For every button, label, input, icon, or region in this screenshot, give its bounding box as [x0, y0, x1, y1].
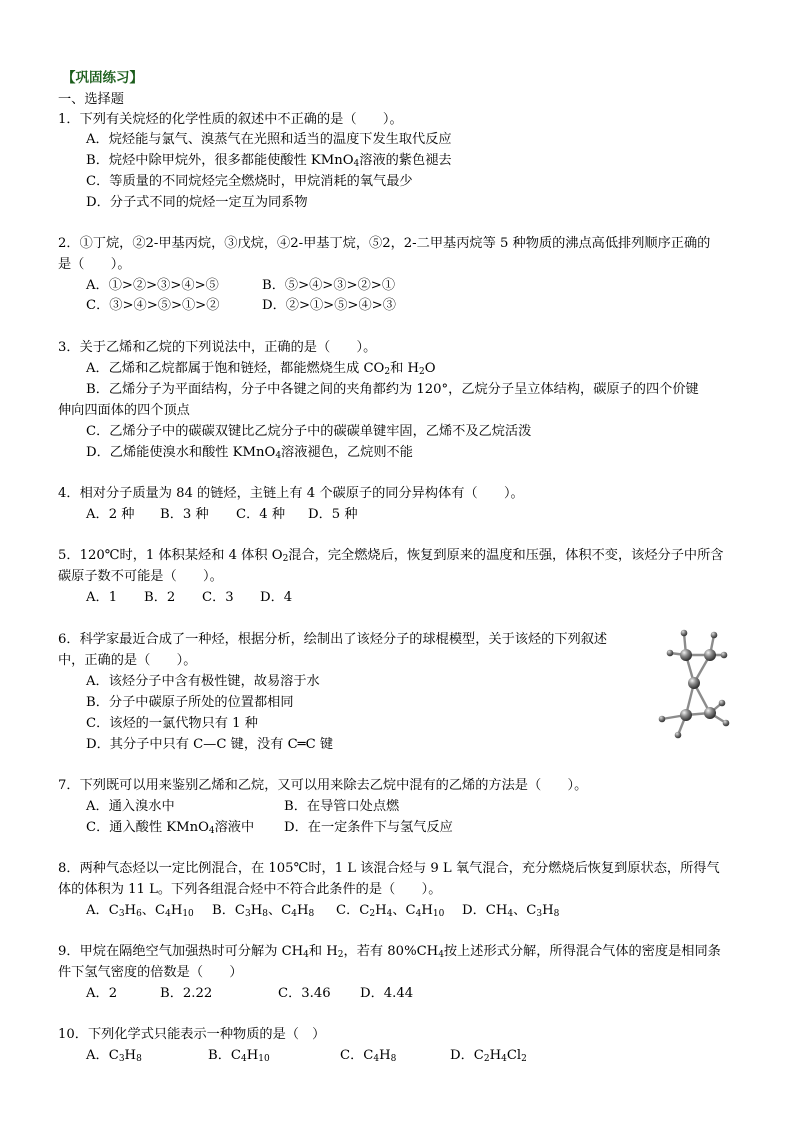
- question-2-option-b: B．⑤>④>③>②>①: [262, 278, 396, 293]
- question-4-option-c: C．4 种: [236, 507, 286, 522]
- question-7-option-c: C．通入酸性 KMnO$_4$溶液中: [86, 820, 255, 836]
- question-1-option-d: D．分子式不同的烷烃一定互为同系物: [86, 195, 308, 210]
- question-5-stem-line1: 5．120℃时，1 体积某烃和 4 体积 $O_2$混合，完全燃烧后，恢复到原来的温度和压强，体积不变，该烃分子中所含: [58, 548, 724, 564]
- question-4-stem: 4．相对分子质量为 84 的链烃，主链上有 4 个碳原子的同分异构体有（ ）。: [58, 486, 524, 501]
- question-3-option-b-line1: B．乙烯分子为平面结构，分子中各键之间的夹角都约为 120°，乙烷分子呈立体结构，碳原子的四个价键: [86, 382, 699, 397]
- question-6-option-b: B．分子中碳原子所处的位置都相同: [86, 695, 294, 710]
- question-5-options: [86, 589, 292, 607]
- question-7-stem: 7．下列既可以用来鉴别乙烯和乙烷，又可以用来除去乙烷中混有的乙烯的方法是（ ）。: [58, 778, 588, 793]
- question-4-option-a: A．2 种: [86, 507, 135, 522]
- question-6-stem-line1: 6．科学家最近合成了一种烃，根据分析，绘制出了该烃分子的球棍模型，关于该烃的下列叙述: [58, 632, 608, 647]
- question-2-stem-line2: 是（ ）。: [58, 257, 131, 272]
- question-10-stem: 10．下列化学式只能表示一种物质的是（ ）: [58, 1027, 326, 1042]
- question-3-stem: 3．关于乙烯和乙烷的下列说法中，正确的是（ ）。: [58, 340, 377, 355]
- question-8-option-b: B．$C_3H_8$、$C_4H_8$: [212, 903, 315, 919]
- question-5-stem-line2: 碳原子数不可能是（ ）。: [58, 569, 223, 584]
- question-2-option-c: C．③>④>⑤>①>②: [86, 298, 220, 313]
- question-8-option-a: A．$C_3H_6$、$C_4H_{10}$: [86, 903, 194, 919]
- ball-and-stick-model-image: [652, 625, 734, 743]
- question-5-option-d: D．4: [260, 590, 293, 605]
- question-8-option-d: D．$CH_4$、$C_3H_8$: [462, 903, 560, 919]
- question-9-option-a: A．2: [86, 986, 118, 1001]
- question-6-option-a: A．该烃分子中含有极性键，故易溶于水: [86, 674, 320, 689]
- section-title: 【巩固练习】: [62, 70, 143, 86]
- question-2-option-a: A．①>②>③>④>⑤: [86, 278, 219, 293]
- question-7-option-a: A．通入溴水中: [86, 799, 175, 814]
- question-7-option-d: D．在一定条件下与氢气反应: [284, 820, 453, 835]
- question-4-option-b: B．3 种: [160, 507, 209, 522]
- question-1-stem: 1．下列有关烷烃的化学性质的叙述中不正确的是（ ）。: [58, 112, 403, 127]
- question-5-option-c: C．3: [202, 590, 234, 605]
- question-7-option-b: B．在导管口处点燃: [284, 799, 400, 814]
- question-3-option-b-line2: 伸向四面体的四个顶点: [58, 403, 190, 418]
- question-6-stem-line2: 中，正确的是（ ）。: [58, 653, 197, 668]
- question-4-option-d: D．5 种: [308, 507, 358, 522]
- question-9-stem-line2: 件下氢气密度的倍数是（ ）: [58, 965, 243, 980]
- question-5-option-a: A．1: [86, 590, 118, 605]
- question-10-option-d: D．$C_2H_4Cl_2$: [450, 1048, 527, 1064]
- question-9-option-c: C．3.46: [278, 986, 331, 1001]
- question-3-option-c: C．乙烯分子中的碳碳双键比乙烷分子中的碳碳单键牢固，乙烯不及乙烷活泼: [86, 424, 532, 439]
- question-8-stem-line1: 8．两种气态烃以一定比例混合，在 105℃时，1 L 该混合烃与 9 L 氧气混合，充分燃烧后恢复到原状态，所得气: [58, 861, 720, 876]
- question-2-stem-line1: 2．①丁烷，②2-甲基丙烷，③戊烷，④2-甲基丁烷，⑤2，2-二甲基丙烷等 5 种物质的沸点高低排列顺序正确的: [58, 236, 711, 251]
- question-10-option-c: C．$C_4H_8$: [340, 1048, 397, 1064]
- question-1-option-c: C．等质量的不同烷烃完全燃烧时，甲烷消耗的氧气最少: [86, 174, 413, 189]
- question-1-option-a: A．烷烃能与氯气、溴蒸气在光照和适当的温度下发生取代反应: [86, 132, 452, 147]
- part-heading: 一、选择题: [58, 92, 124, 107]
- question-3-option-a: A．乙烯和乙烷都属于饱和链烃，都能燃烧生成 $CO_2$和 $H_2O$: [86, 361, 436, 377]
- question-5-option-b: B．2: [144, 590, 176, 605]
- question-6-option-c: C．该烃的一氯代物只有 1 种: [86, 716, 258, 731]
- question-3-option-d: D．乙烯能使溴水和酸性 KMnO$_4$溶液褪色，乙烷则不能: [86, 445, 413, 461]
- question-4-options: [86, 506, 358, 524]
- question-8-option-c: C．$C_2H_4$、$C_4H_{10}$: [336, 903, 445, 919]
- question-10-option-b: B．$C_4H_{10}$: [208, 1048, 270, 1064]
- question-9-option-b: B．2.22: [160, 986, 213, 1001]
- question-10-option-a: A．$C_3H_8$: [86, 1048, 142, 1064]
- question-6-option-d: D．其分子中只有 C—C 键，没有 C═C 键: [86, 737, 334, 752]
- question-8-stem-line2: 体的体积为 11 L。下列各组混合烃中不符合此条件的是（ ）。: [58, 882, 442, 897]
- question-9-option-d: D．4.44: [360, 986, 414, 1001]
- question-1-option-b: B．烷烃中除甲烷外，很多都能使酸性 KMnO$_4$溶液的紫色褪去: [86, 153, 452, 169]
- question-9-stem-line1: 9．甲烷在隔绝空气加强热时可分解为 $CH_4$和 $H_2$，若有 $80\%CH_4$按上述形式分解，所得混合气体的密度是相同条: [58, 944, 721, 960]
- question-2-option-d: D．②>①>⑤>④>③: [262, 298, 396, 313]
